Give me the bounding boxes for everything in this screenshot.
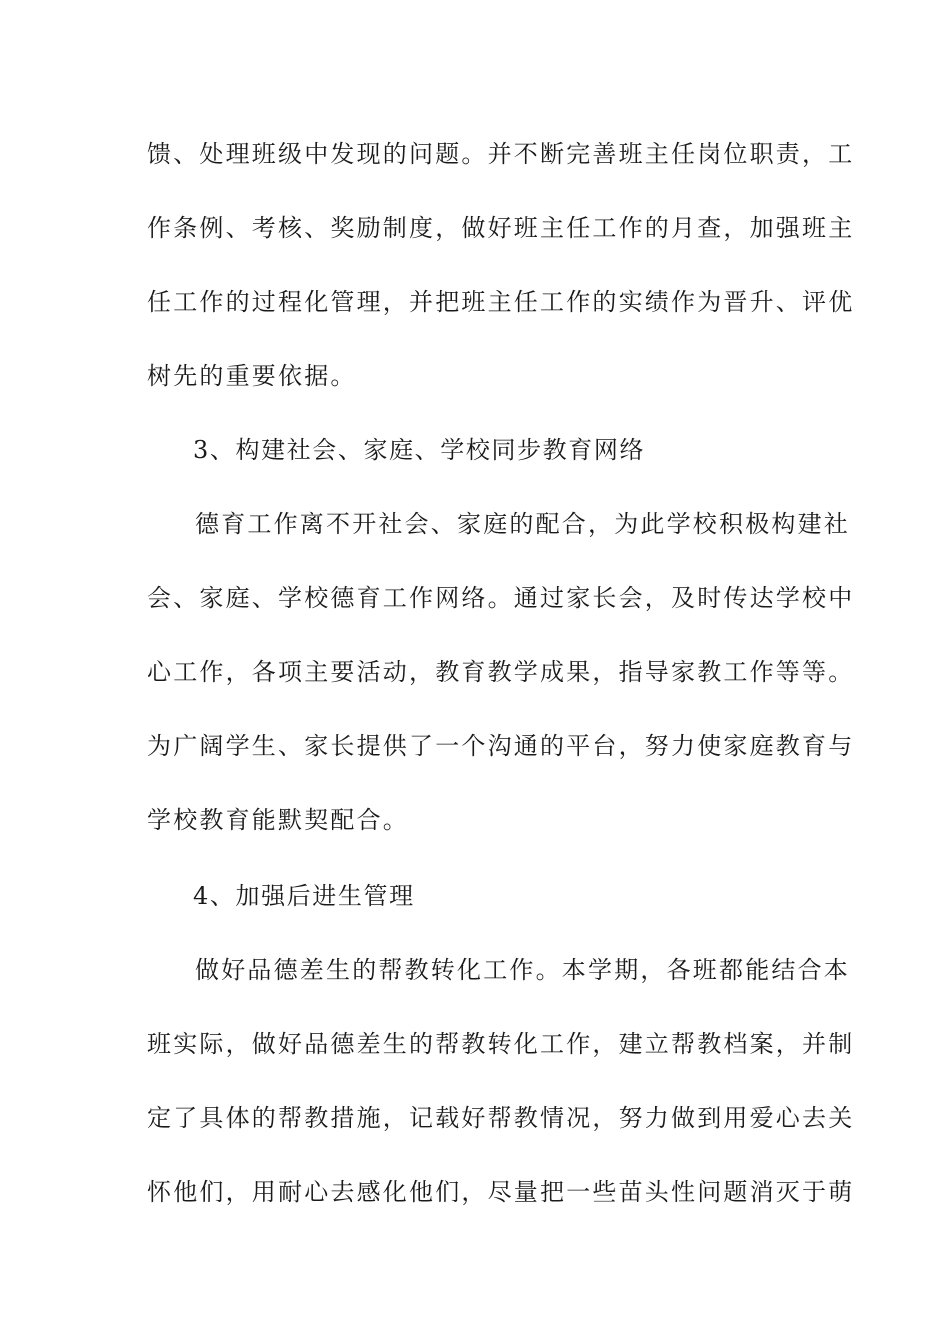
paragraph-line: 作条例、考核、奖励制度，做好班主任工作的月查，加强班主	[147, 214, 855, 242]
paragraph-line: 为广阔学生、家长提供了一个沟通的平台，努力使家庭教育与	[147, 732, 855, 760]
paragraph-line: 学校教育能默契配合。	[147, 806, 409, 834]
paragraph-line: 馈、处理班级中发现的问题。并不断完善班主任岗位职责，工	[147, 140, 855, 168]
paragraph-line: 班实际，做好品德差生的帮教转化工作，建立帮教档案，并制	[147, 1030, 855, 1058]
paragraph-line: 会、家庭、学校德育工作网络。通过家长会，及时传达学校中	[147, 584, 855, 612]
section-heading-4: 4、加强后进生管理	[193, 882, 415, 910]
section-heading-3: 3、构建社会、家庭、学校同步教育网络	[193, 436, 646, 464]
paragraph-line: 怀他们，用耐心去感化他们，尽量把一些苗头性问题消灭于萌	[147, 1178, 855, 1206]
paragraph-line: 任工作的过程化管理，并把班主任工作的实绩作为晋升、评优	[147, 288, 855, 316]
paragraph-line: 做好品德差生的帮教转化工作。本学期，各班都能结合本	[195, 956, 850, 984]
paragraph-line: 德育工作离不开社会、家庭的配合，为此学校积极构建社	[195, 510, 850, 538]
paragraph-line: 树先的重要依据。	[147, 362, 357, 390]
paragraph-line: 定了具体的帮教措施，记载好帮教情况，努力做到用爱心去关	[147, 1104, 855, 1132]
paragraph-line: 心工作，各项主要活动，教育教学成果，指导家教工作等等。	[147, 658, 855, 686]
